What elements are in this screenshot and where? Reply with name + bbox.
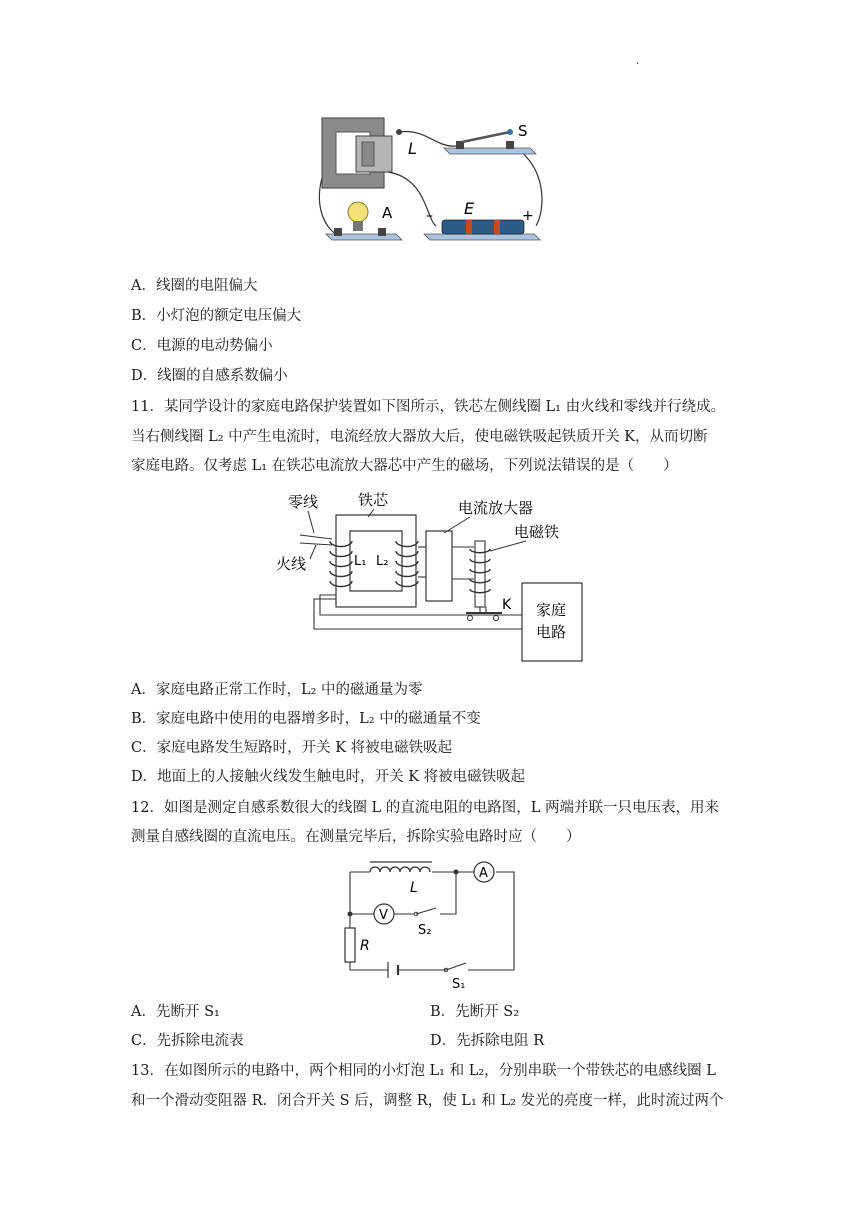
label-iron-core: 铁芯: [358, 491, 389, 509]
q13-stem-line-1: 13．在如图所示的电路中，两个相同的小灯泡 L₁ 和 L₂，分别串联一个带铁芯的电感线圈 L: [131, 1063, 716, 1079]
q12-option-a[interactable]: A．先断开 S₁: [131, 1004, 220, 1020]
page-mark: .: [636, 56, 640, 67]
label-L2: L₂: [376, 554, 389, 569]
q10-option-a[interactable]: A．线圈的电阻偏大: [131, 278, 258, 294]
q13-stem-line-2: 和一个滑动变阻器 R．闭合开关 S 后，调整 R，使 L₁ 和 L₂ 发光的亮度一样，此时流过两个: [131, 1093, 724, 1109]
label-L: L: [408, 139, 417, 158]
electromagnet-core: [475, 541, 485, 607]
label-K: K: [502, 597, 512, 613]
label-minus: –: [426, 208, 433, 224]
q11-stem-line-3: 家庭电路。仅考虑 L₁ 在铁芯电流放大器芯中产生的磁场，下列说法错误的是（ ）: [131, 458, 678, 474]
label-V: V: [379, 908, 388, 923]
label-S1: S₁: [452, 977, 466, 992]
coil-L1: [330, 541, 352, 587]
label-A: A: [479, 866, 488, 881]
q10-option-c[interactable]: C．电源的电动势偏小: [131, 338, 273, 354]
coil-L2: [396, 541, 418, 587]
label-E: E: [464, 199, 475, 218]
q12-stem-line-1: 12．如图是测定自感系数很大的线圈 L 的直流电阻的电路图，L 两端并联一只电压表，用来: [131, 800, 720, 816]
resistor-R: [345, 928, 355, 962]
label-fire-line: 火线: [276, 555, 307, 573]
inductor-L: [370, 862, 432, 872]
battery-base: [424, 234, 540, 240]
label-electromagnet: 电磁铁: [514, 523, 560, 541]
label-home-circuit-1: 家庭: [536, 601, 567, 619]
label-L: L: [410, 880, 418, 896]
label-S2: S₂: [418, 923, 432, 938]
lamp-bulb: [348, 202, 368, 222]
battery: [442, 220, 524, 234]
label-A: A: [382, 204, 393, 222]
q12-option-b[interactable]: B．先断开 S₂: [430, 1004, 520, 1020]
switch-S2: [416, 908, 436, 914]
home-circuit-box: [522, 583, 582, 661]
label-plus: +: [522, 208, 534, 224]
q10-option-d[interactable]: D．线圈的自感系数偏小: [131, 368, 288, 384]
figure-protection-circuit: [270, 487, 600, 667]
q11-option-c[interactable]: C．家庭电路发生短路时，开关 K 将被电磁铁吸起: [131, 740, 453, 756]
q11-stem-line-1: 11．某同学设计的家庭电路保护装置如下图所示，铁芯左侧线圈 L₁ 由火线和零线并行绕成。: [131, 399, 726, 415]
label-L1: L₁: [354, 554, 367, 569]
label-home-circuit-2: 电路: [536, 623, 567, 641]
q12-stem-line-2: 测量自感线圈的直流电压。在测量完毕后，拆除实验电路时应（ ）: [131, 829, 581, 845]
q12-option-d[interactable]: D．先拆除电阻 R: [430, 1033, 545, 1049]
q10-option-b[interactable]: B．小灯泡的额定电压偏大: [131, 308, 302, 324]
current-amplifier: [426, 531, 452, 601]
label-amplifier: 电流放大器: [458, 499, 534, 517]
q12-option-c[interactable]: C．先拆除电流表: [131, 1033, 244, 1049]
q11-stem-line-2: 当右侧线圈 L₂ 中产生电流时，电流经放大器放大后，使电磁铁吸起铁质开关 K，从而切断: [131, 429, 708, 445]
label-R: R: [360, 938, 370, 954]
q11-option-b[interactable]: B．家庭电路中使用的电器增多时，L₂ 中的磁通量不变: [131, 711, 481, 727]
figure-dc-resistance-circuit: [336, 854, 526, 992]
electromagnet-coil: [470, 549, 490, 593]
label-zero-line: 零线: [288, 493, 319, 511]
label-S: S: [518, 122, 528, 140]
switch-S1: [446, 963, 466, 970]
figure-self-inductance-apparatus: [316, 108, 556, 258]
q11-option-d[interactable]: D．地面上的人接触火线发生触电时，开关 K 将被电磁铁吸起: [131, 769, 526, 785]
q11-option-a[interactable]: A．家庭电路正常工作时，L₂ 中的磁通量为零: [131, 682, 423, 698]
